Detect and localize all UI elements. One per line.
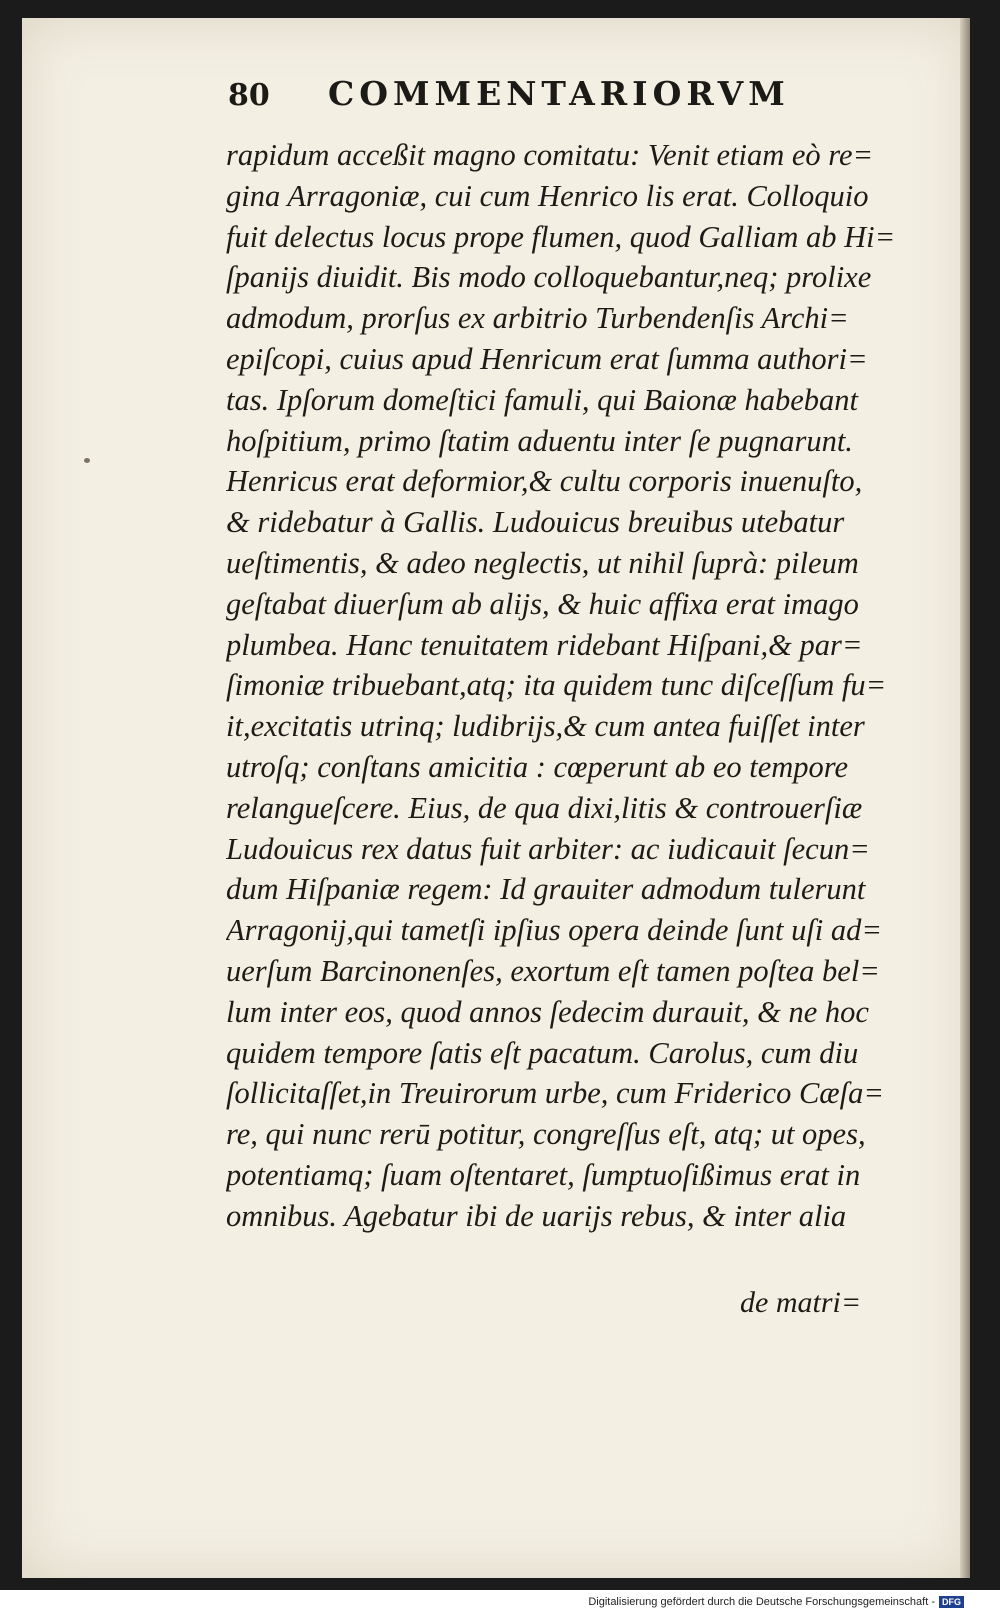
text-line: quidem tempore ſatis eſt pacatum. Carolus, cum diu [226,1035,859,1070]
text-line: tas. Ipſorum domeſtici famuli, qui Baionæ habebant [226,382,858,417]
footer-credit [588,1596,964,1608]
text-line: admodum, prorſus ex arbitrio Turbendenſis Archi= [226,301,849,336]
dfg-logo: DFG [939,1596,964,1608]
text-line: dum Hiſpaniæ regem: Id grauiter admodum tulerunt [226,872,866,907]
text-line: Arragonij,qui tametſi ipſius opera deinde ſunt uſi ad= [226,913,882,948]
text-line: Ludouicus rex datus fuit arbiter: ac iudicauit ſecun= [226,831,870,866]
page-edge [960,18,970,1578]
text-line: gina Arragoniæ, cui cum Henrico lis erat. Colloquio [226,178,869,213]
text-line: relangueſcere. Eius, de qua dixi,litis & controuerſiæ [226,790,863,825]
text-line: re, qui nunc rerū potitur, congreſſus eſt, atq; ut opes, [226,1117,866,1152]
text-line: geſtabat diuerſum ab alijs, & huic affixa erat imago [226,586,859,621]
text-line: Henricus erat deformior,& cultu corporis inuenuſto, [226,464,863,499]
text-line: it,excitatis utrinq; ludibrijs,& cum antea fuiſſet inter [226,709,865,744]
text-line: potentiamq; ſuam oſtentaret, ſumptuoſißimus erat in [226,1157,861,1192]
footer-credit-text: Digitalisierung gefördert durch die Deutsche Forschungsgemeinschaft - [588,1596,935,1608]
text-line: ſollicitaſſet,in Treuirorum urbe, cum Friderico Cæſa= [226,1076,884,1111]
text-line: ſimoniæ tribuebant,atq; ita quidem tunc diſceſſum fu= [226,668,887,703]
text-line: epiſcopi, cuius apud Henricum erat ſumma authori= [226,341,868,376]
text-line: omnibus. Agebatur ibi de uarijs rebus, & inter alia [226,1198,847,1233]
text-line: ueſtimentis, & adeo neglectis, ut nihil ſuprà: pileum [226,545,859,580]
text-line: plumbea. Hanc tenuitatem ridebant Hiſpani,& par= [226,627,863,662]
body-text [226,135,916,1237]
text-line: utroſq; conſtans amicitia : cœperunt ab eo tempore [226,749,849,784]
text-line: uerſum Barcinonenſes, exortum eſt tamen poſtea bel= [226,953,880,988]
ink-speck [84,458,90,463]
catchword: de matri= [740,1286,862,1319]
running-head: COMMENTARIORVM [328,74,790,113]
text-line: fuit delectus locus prope flumen, quod Galliam ab Hi= [226,219,896,254]
text-line: & ridebatur à Gallis. Ludouicus breuibus utebatur [226,505,845,540]
page-number: 80 [228,78,270,113]
page-header [228,70,808,120]
text-line: rapidum acceßit magno comitatu: Venit etiam eò re= [226,138,874,172]
text-line: hoſpitium, primo ſtatim aduentu inter ſe pugnarunt. [226,423,853,458]
text-line: ſpanijs diuidit. Bis modo colloquebantur,neq; prolixe [226,260,872,295]
text-line: lum inter eos, quod annos ſedecim durauit, & ne hoc [226,994,869,1029]
